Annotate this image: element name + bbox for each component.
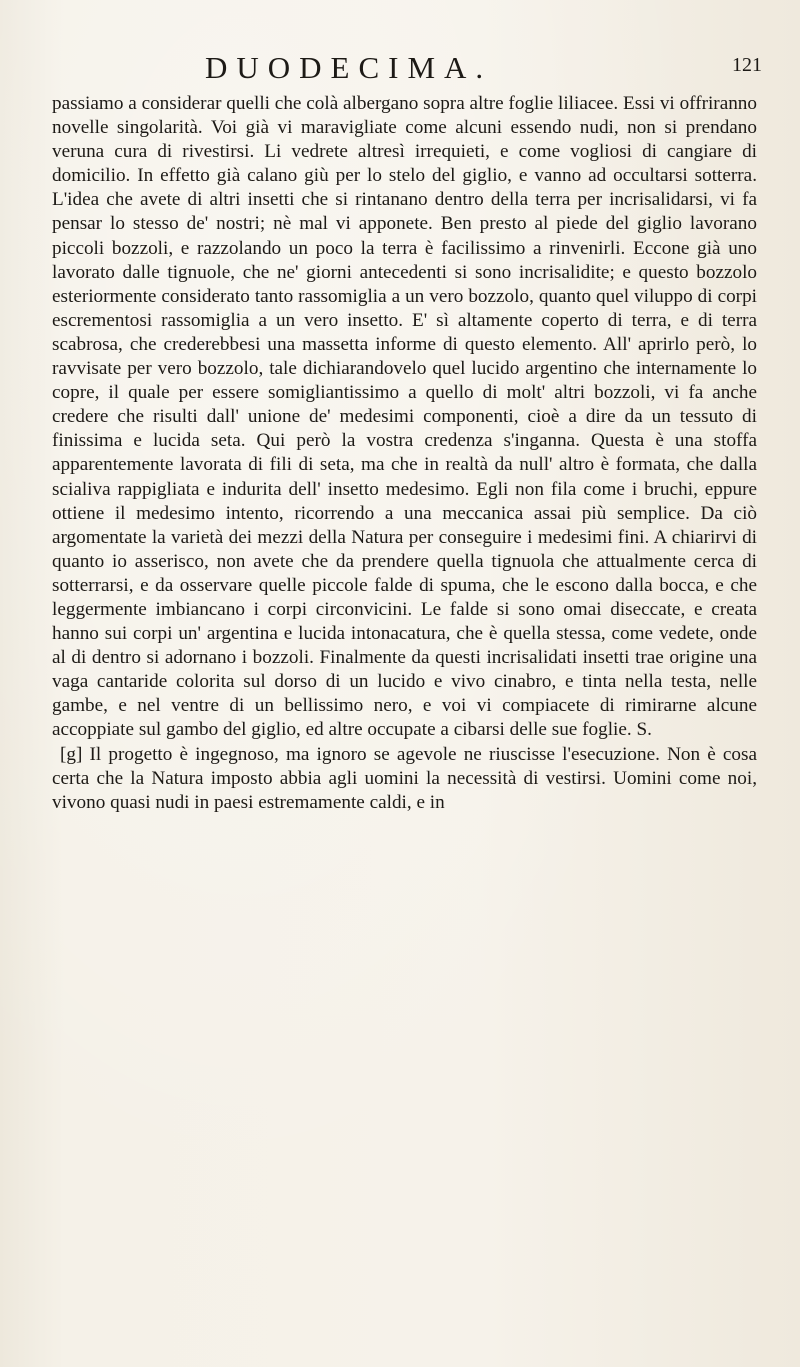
footnote — [52, 743, 757, 815]
page-header — [70, 50, 780, 90]
page-number: 121 — [732, 54, 762, 76]
running-title: DUODECIMA. — [205, 50, 493, 85]
footnote-text: Il progetto è ingegnoso, ma ignoro se agevole ne riuscisse l'esecuzione. Non è cosa certa che la Natura imposto abbia agli uomini la necessità di vestirsi. Uomini come noi, vivono quasi nudi in paesi estremamente caldi, e in — [52, 743, 758, 813]
body-text — [52, 92, 757, 815]
footnote-marker: [g] — [60, 743, 83, 765]
main-paragraph: passiamo a considerar quelli che colà albergano sopra altre foglie liliacee. Essi vi offriranno novelle singolarità. Voi già vi maravigliate come alcuni essendo nudi, non si prendano veruna cura di rivestirsi. Li vedrete altresì irrequieti, e come vogliosi di cangiare di domicilio. In effetto già calano giù per lo stelo del giglio, e vanno ad occultarsi sotterra. L'idea che avete di altri insetti che si rintanano dentro della terra per incrisalidarsi, vi fa pensar lo stesso de' nostri; nè mal vi apponete. Ben presto al piede del giglio lavorano piccoli bozzoli, e razzolando un poco la terra è facilissimo a rinvenirli. Eccone già uno lavorato dalle tignuole, che ne' giorni antecedenti si sono incrisalidite; e questo bozzolo esteriormente considerato tanto rassomiglia a un vero bozzolo, quanto quel viluppo di corpi escrementosi rassomiglia a un vero insetto. E' sì altamente coperto di terra, e di terra scabrosa, che crederebbesi una massetta informe di questo elemento. All' aprirlo però, lo ravvisate per vero bozzolo, tale dichiarandovelo quel lucido argentino che internamente lo copre, il quale per essere somigliantissimo a quello di molt' altri bozzoli, vi fa anche credere che risulti dall' unione de' medesimi componenti, cioè a dire da un tessuto di finissima e lucida seta. Qui però la vostra credenza s'inganna. Questa è una stoffa apparentemente lavorata di fili di seta, ma che in realtà da null' altro è formata, che dalla scialiva rappigliata e indurita dell' insetto medesimo. Egli non fila come i bruchi, eppure ottiene il medesimo intento, ricorrendo a una meccanica assai più semplice. Da ciò argomentate la varietà dei mezzi della Natura per conseguire i medesimi fini. A chiarirvi di quanto io asserisco, non avete che da prendere quella tignuola che attualmente cerca di sotterrarsi, e da osservare quelle piccole falde di spuma, che le escono dalla bocca, e che leggermente imbiancano i corpi circonvicini. Le falde si sono omai diseccate, e creata hanno sui corpi un' argentina e lucida intonacatura, che è quella stessa, come vedete, onde al di dentro si adornano i bozzoli. Finalmente da questi incrisalidati insetti trae origine una vaga cantaride colorita sul dorso di un lucido e vivo cinabro, e tinta nella testa, nelle gambe, e nel ventre di un bellissimo nero, e voi vi compiacete di rimirarne alcune accoppiate sul gambo del giglio, ed altre occupate a cibarsi delle sue foglie. S. — [52, 93, 757, 741]
